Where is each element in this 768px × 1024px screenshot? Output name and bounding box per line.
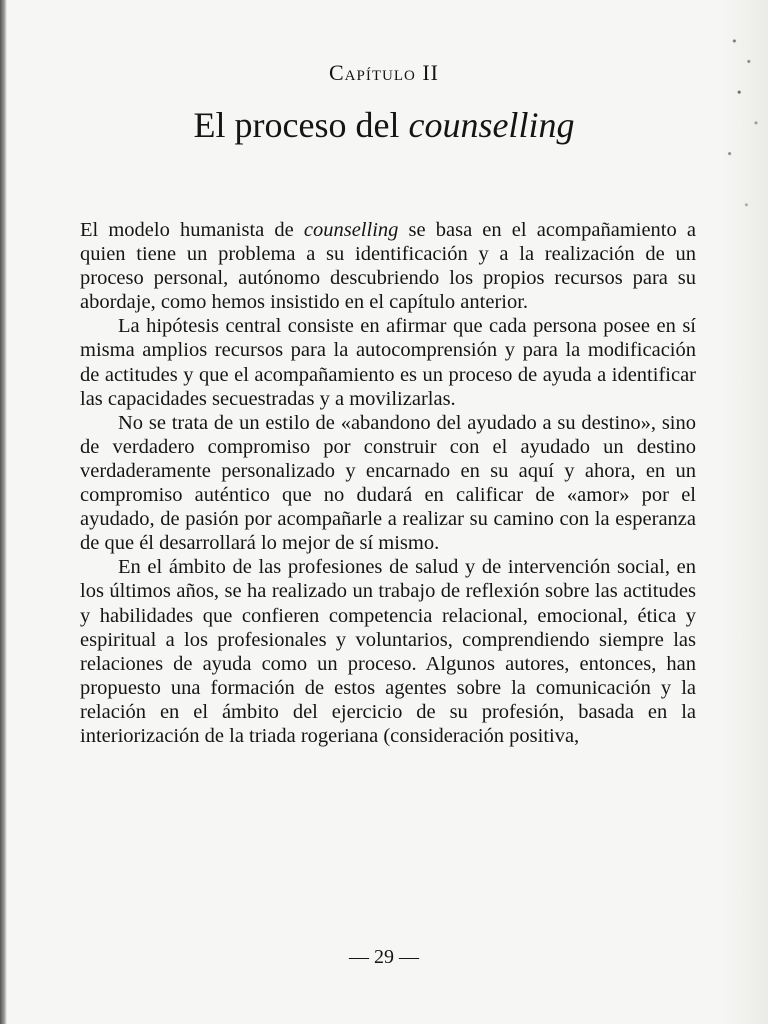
chapter-title-italic: counselling	[408, 105, 575, 145]
paragraph-1-start: El modelo humanista de	[80, 219, 304, 241]
paragraph-1	[80, 218, 696, 314]
page-number: — 29 —	[349, 946, 419, 968]
chapter-label: Capítulo II	[329, 60, 439, 85]
paragraph-3: No se trata de un estilo de «abandono del ayudado a su destino», sino de verdadero compromiso por construir con el ayudado un destino verdaderamente personalizado y encarnado en su aquí y ahora, en un compromiso auténtico que no dudará en calificar de «amor» por el ayudado, de pasión por acompañarle a realizar su camino con la esperanza de que él desarrollará lo mejor de sí mismo.	[80, 411, 696, 555]
chapter-title-plain: El proceso del	[193, 105, 409, 145]
paragraph-2: La hipótesis central consiste en afirmar que cada persona posee en sí misma amplios recursos para la autocomprensión y para la modificación de actitudes y que el acompañamiento es un proceso de ayuda a identificar las capacidades secuestradas y a movilizarlas.	[80, 315, 696, 410]
binding-edge	[0, 0, 7, 1024]
chapter-title	[0, 104, 768, 146]
paragraph-1-end: se basa en el acompañamiento a quien tiene un problema a su identificación y a la realización de un proceso personal, autónomo descubriendo los propios recursos para su abordaje, como hemos insistido en el capítulo anterior.	[80, 219, 696, 314]
paragraph-1-italic-term: counselling	[303, 219, 399, 241]
paragraph-4: En el ámbito de las profesiones de salud y de intervención social, en los últimos años, se ha realizado un trabajo de reflexión sobre las actitudes y habilidades que confieren competencia relacional, emocional, ética y espiritual a los profesionales y voluntarios, comprendiendo siempre las relaciones de ayuda como un proceso. Algunos autores, entonces, han propuesto una formación de estos agentes sobre la comunicación y la relación en el ámbito del ejercicio de su profesión, basada en la interiorización de la triada rogeriana (consideración positiva,	[80, 556, 696, 747]
body-text	[80, 218, 696, 748]
scan-margin	[720, 0, 768, 1024]
